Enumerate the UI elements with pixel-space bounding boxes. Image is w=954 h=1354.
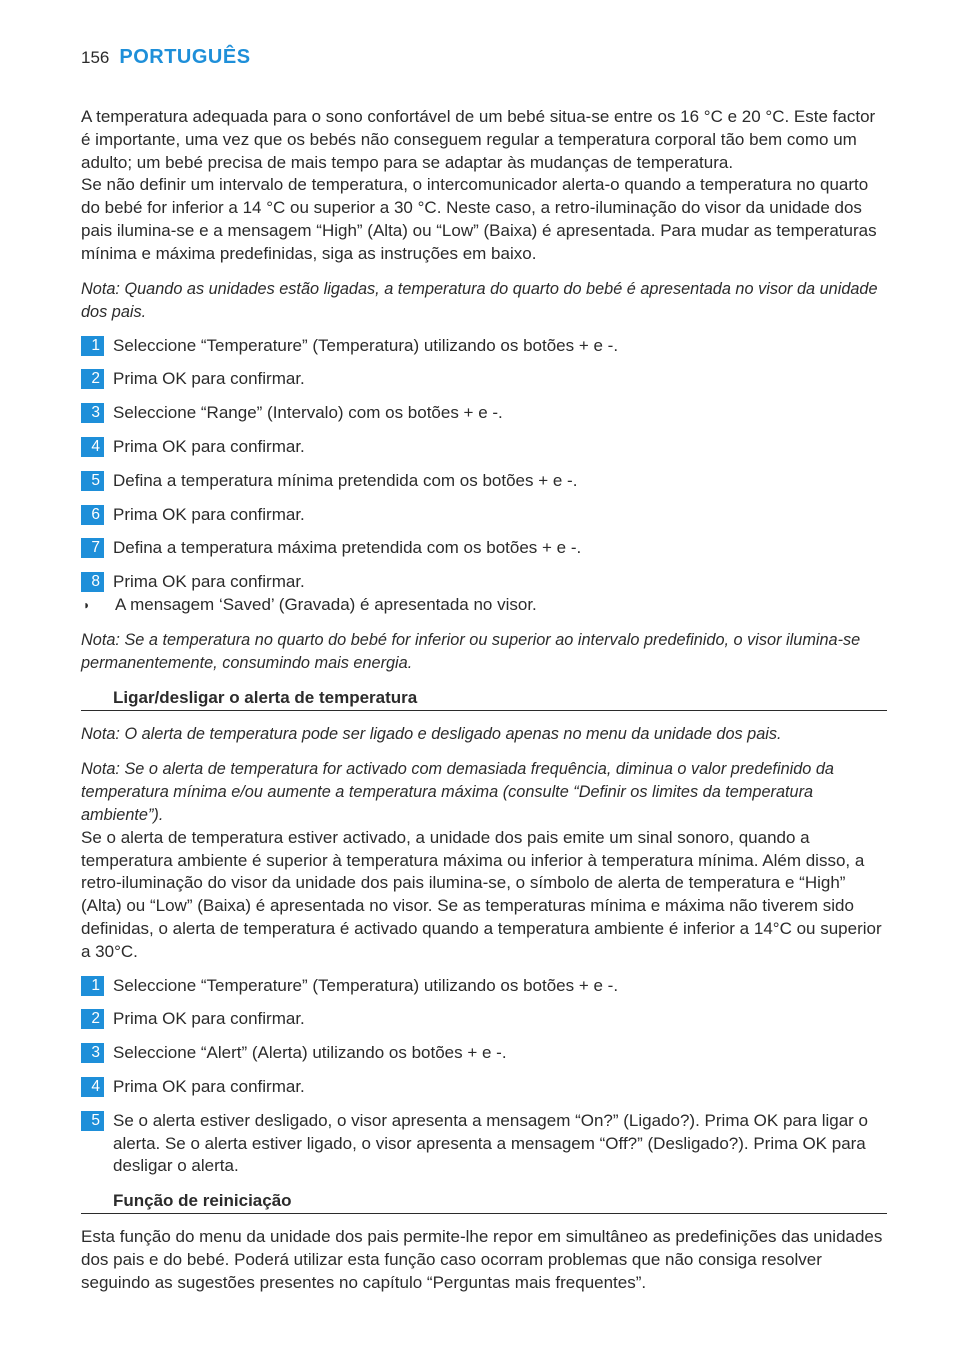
step-text: Seleccione “Range” (Intervalo) com os botões + e -. [113,403,503,423]
section-heading-temperature-alert: Ligar/desligar o alerta de temperatura [81,687,887,711]
section-heading-reset: Função de reiniciação [81,1190,887,1214]
result-text: A mensagem ‘Saved’ (Gravada) é apresentada no visor. [115,594,537,614]
page-content [81,106,887,1295]
step-text: Prima OK para confirmar. [113,572,305,592]
step-text: Defina a temperatura mínima pretendida com os botões + e -. [113,470,578,490]
step-text: Seleccione “Temperature” (Temperatura) utilizando os botões + e -. [113,975,619,995]
step-number: 1 [81,336,104,356]
alert-body-paragraph: Se o alerta de temperatura estiver activado, a unidade dos pais emite um sinal sonoro, quando a temperatura ambiente é superior à temperatura máxima ou inferior à temperatura mínima. Além disso, a retro-iluminação do visor da unidade dos pais ilumina-se, o símbolo de alerta de temperatura e “High” (Alta) ou “Low” (Baixa) é apresentada no visor. Se as temperaturas mínima e máxima não tiverem sido definidas, o alerta de temperatura é activado quando a temperatura ambiente é inferior a 14°C ou superior a 30°C. [81,827,882,961]
step-number: 5 [81,1111,104,1131]
result-bullet-icon: ◗ [83,597,91,612]
intro-paragraph-2: Se não definir um intervalo de temperatura, o intercomunicador alerta-o quando a temperatura no quarto do bebé for inferior a 14 °C ou superior a 30 °C. Neste caso, a retro-iluminação do visor da unidade dos pais ilumina-se e a mensagem “High” (Alta) ou “Low” (Baixa) é apresentada. Para mudar as temperaturas mínima e máxima predefinidas, siga as instruções em baixo. [81,175,877,263]
steps-temperature-alert [81,975,887,1179]
alert-note-1: Nota: O alerta de temperatura pode ser ligado e desligado apenas no menu da unidade dos pais. [81,724,782,743]
alert-note-2: Nota: Se o alerta de temperatura for activado com demasiada frequência, diminua o valor predefinido da temperatura mínima e/ou aumente a temperatura máxima (consulte “Definir os limites da temperatura ambiente”). [81,759,834,824]
step-number: 1 [81,976,104,996]
step-text: Se o alerta estiver desligado, o visor apresenta a mensagem “On?” (Ligado?). Prima OK para ligar o alerta. Se o alerta estiver ligado, o visor apresenta a mensagem “Off?” (Desligado?). Prima OK para desligar o alerta. [113,1110,868,1176]
step-text: Prima OK para confirmar. [113,369,305,389]
step-text: Prima OK para confirmar. [113,504,305,524]
page-number: 156 [81,48,110,67]
step-item [81,1008,887,1031]
step-item [81,537,887,560]
step-text: Defina a temperatura máxima pretendida com os botões + e -. [113,538,582,558]
step-item [81,402,887,425]
step-number: 6 [81,505,104,525]
step-text: Seleccione “Temperature” (Temperatura) utilizando os botões + e -. [113,335,619,355]
step-item [81,571,887,594]
steps-temperature-range [81,335,887,594]
step-text: Prima OK para confirmar. [113,1009,305,1029]
page-language-title: PORTUGUÊS [119,46,251,68]
page-header [81,46,251,69]
step-item [81,368,887,391]
step-text: Seleccione “Alert” (Alerta) utilizando os botões + e -. [113,1043,507,1063]
step-item [81,975,887,998]
step-number: 5 [81,471,104,491]
step-number: 7 [81,538,104,558]
step-text: Prima OK para confirmar. [113,436,305,456]
step-number: 4 [81,1077,104,1097]
step-number: 8 [81,572,104,592]
step-item [81,335,887,358]
result-item [81,594,887,617]
step-number: 2 [81,1009,104,1029]
reset-body-paragraph: Esta função do menu da unidade dos pais permite-lhe repor em simultâneo as predefinições das unidades dos pais e do bebé. Poderá utilizar esta função caso ocorram problemas que não consiga resolver seguindo as sugestões presentes no capítulo “Perguntas mais frequentes”. [81,1227,883,1292]
intro-note: Nota: Quando as unidades estão ligadas, a temperatura do quarto do bebé é apresentada no visor da unidade dos pais. [81,279,878,321]
step-item [81,470,887,493]
energy-note: Nota: Se a temperatura no quarto do bebé for inferior ou superior ao intervalo predefinido, o visor ilumina-se permanentemente, consumindo mais energia. [81,630,861,672]
step-item [81,436,887,459]
step-item [81,1042,887,1065]
step-number: 3 [81,1043,104,1063]
step-number: 3 [81,403,104,423]
step-item [81,1076,887,1099]
step-item [81,1110,887,1178]
step-number: 2 [81,369,104,389]
step-text: Prima OK para confirmar. [113,1076,305,1096]
intro-paragraph-1: A temperatura adequada para o sono confortável de um bebé situa-se entre os 16 °C e 20 °C. Este factor é importante, uma vez que os bebés não conseguem regular a temperatura corporal tão bem como um adulto; um bebé precisa de mais tempo para se adaptar às mudanças de temperatura. [81,107,876,172]
step-number: 4 [81,437,104,457]
step-item [81,504,887,527]
